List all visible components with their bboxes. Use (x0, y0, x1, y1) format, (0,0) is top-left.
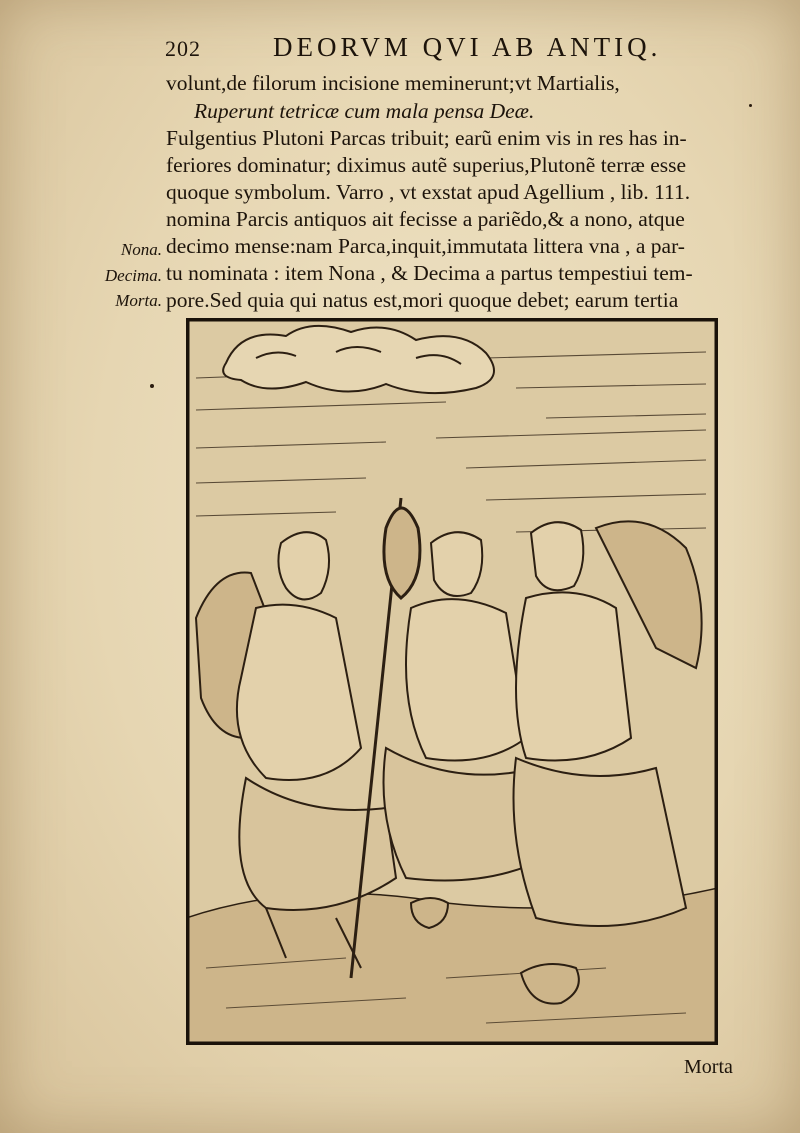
margin-note-morta: Morta. (115, 291, 162, 310)
catchword-caption: Morta (684, 1056, 733, 1078)
margin-note-decima: Decima. (104, 266, 162, 285)
body-line: volunt,de filorum incisione meminerunt;vt Martialis, (166, 71, 620, 95)
body-line: decimo mense:nam Parca,inquit,immutata littera vna , a par- (166, 234, 685, 258)
page-header (165, 32, 725, 66)
body-line: pore.Sed quia qui natus est,mori quoque debet; earum tertia (166, 288, 679, 312)
body-line: feriores dominatur; diximus autẽ superius,Plutonẽ terræ esse (166, 153, 687, 177)
cloud (223, 326, 494, 393)
woodcut-illustration-three-fates (186, 318, 718, 1045)
body-line: tu nominata : item Nona , & Decima a partus tempestiui tem- (166, 261, 693, 285)
margin-note-nona: Nona. (120, 240, 162, 259)
ink-speck (749, 104, 752, 107)
verse-quote: Ruperunt tetricæ cum mala pensa Deæ. (194, 99, 535, 123)
page-number: 202 (165, 36, 201, 61)
body-line: nomina Parcis antiquos ait fecisse a pariẽdo,& a nono, atque (166, 207, 685, 231)
running-head: DEORVM QVI AB ANTIQ. (273, 32, 662, 62)
body-line: Fulgentius Plutoni Parcas tribuit; earũ enim vis in res has in- (166, 126, 687, 150)
ink-speck (150, 384, 154, 388)
body-line: quoque symbolum. Varro , vt exstat apud Agellium , lib. 111. (166, 180, 691, 204)
